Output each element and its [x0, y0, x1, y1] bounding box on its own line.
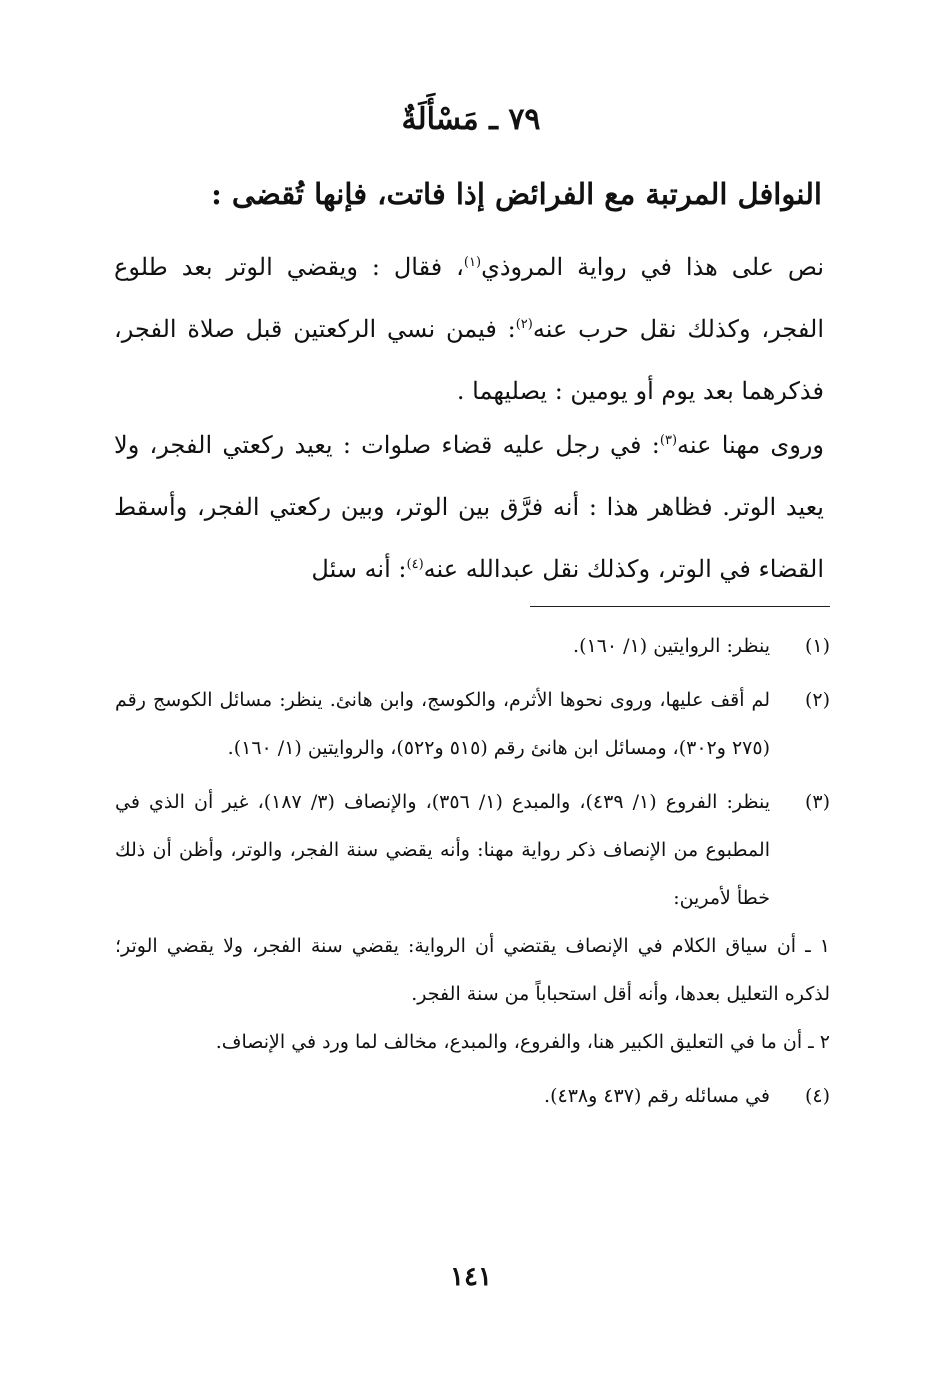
footnote-number: (٢)	[804, 689, 830, 711]
footnote-text: لم أقف عليها، وروى نحوها الأثرم، والكوسج، وابن هانئ. ينظر: مسائل الكوسج رقم (٢٧٥ و٣٠٢)، ومسائل ابن هانئ رقم (٥١٥ و٥٢٢)، والروايتين (١/ ١٦٠).	[115, 689, 770, 759]
page-number: ١٤١	[450, 1262, 492, 1292]
footnote-ref-2[interactable]: (٢)	[515, 317, 533, 332]
footnote-number: (٤)	[804, 1085, 830, 1107]
footnotes	[115, 622, 830, 1120]
footnote-text: ينظر: الروايتين (١/ ١٦٠).	[573, 635, 770, 657]
body-paragraph-1	[114, 236, 824, 422]
paragraph-text: : في رجل عليه قضاء صلوات : يعيد ركعتي الفجر، ولا يعيد الوتر. فظاهر هذا : أنه فرَّق بين الوتر، وبين ركعتي الفجر، وأسقط القضاء في الوتر، وكذلك نقل عبدالله عنه	[114, 431, 824, 583]
footnote-1	[115, 622, 830, 670]
footnote-ref-3[interactable]: (٣)	[659, 433, 678, 448]
footnote-number: (١)	[804, 635, 830, 657]
footnote-text: في مسائله رقم (٤٣٧ و٤٣٨).	[544, 1085, 770, 1107]
footnote-3	[115, 778, 830, 922]
footnote-ref-1[interactable]: (١)	[463, 255, 482, 270]
body-paragraph-2	[114, 414, 824, 600]
footnote-ref-4[interactable]: (٤)	[406, 557, 424, 572]
footnote-4	[115, 1072, 830, 1120]
footnote-divider	[530, 606, 830, 607]
paragraph-text: : أنه سئل	[311, 555, 407, 583]
paragraph-text: وروى مهنا عنه	[677, 431, 824, 459]
footnote-2	[115, 676, 830, 772]
paragraph-text: : فيمن نسي الركعتين قبل صلاة الفجر، فذكرهما بعد يوم أو يومين : يصليهما .	[114, 315, 824, 405]
paragraph-text: نص على هذا في رواية المروذي	[481, 253, 825, 281]
paragraph-text: ، فقال : ويقضي الوتر بعد طلوع الفجر، وكذلك نقل حرب عنه	[114, 253, 824, 343]
footnote-3-point-1: ١ ـ أن سياق الكلام في الإنصاف يقتضي أن الرواية: يقضي سنة الفجر، ولا يقضي الوتر؛ لذكره التعليل بعدها، وأنه أقل استحباباً من سنة الفجر.	[115, 935, 830, 1005]
footnote-text: ينظر: الفروع (١/ ٤٣٩)، والمبدع (١/ ٣٥٦)، والإنصاف (٣/ ١٨٧)، غير أن الذي في المطبوع من الإنصاف ذكر رواية مهنا: وأنه يقضي سنة الفجر، والوتر، وأظن أن ذلك خطأ لأمرين:	[115, 791, 771, 909]
issue-heading: ٧٩ ـ مَسْأَلَةٌ	[401, 102, 541, 137]
issue-title: النوافل المرتبة مع الفرائض إذا فاتت، فإنها تُقضى :	[211, 177, 822, 211]
footnote-3-point-2: ٢ ـ أن ما في التعليق الكبير هنا، والفروع، والمبدع، مخالف لما ورد في الإنصاف.	[215, 1031, 830, 1053]
footnote-number: (٣)	[804, 791, 830, 813]
